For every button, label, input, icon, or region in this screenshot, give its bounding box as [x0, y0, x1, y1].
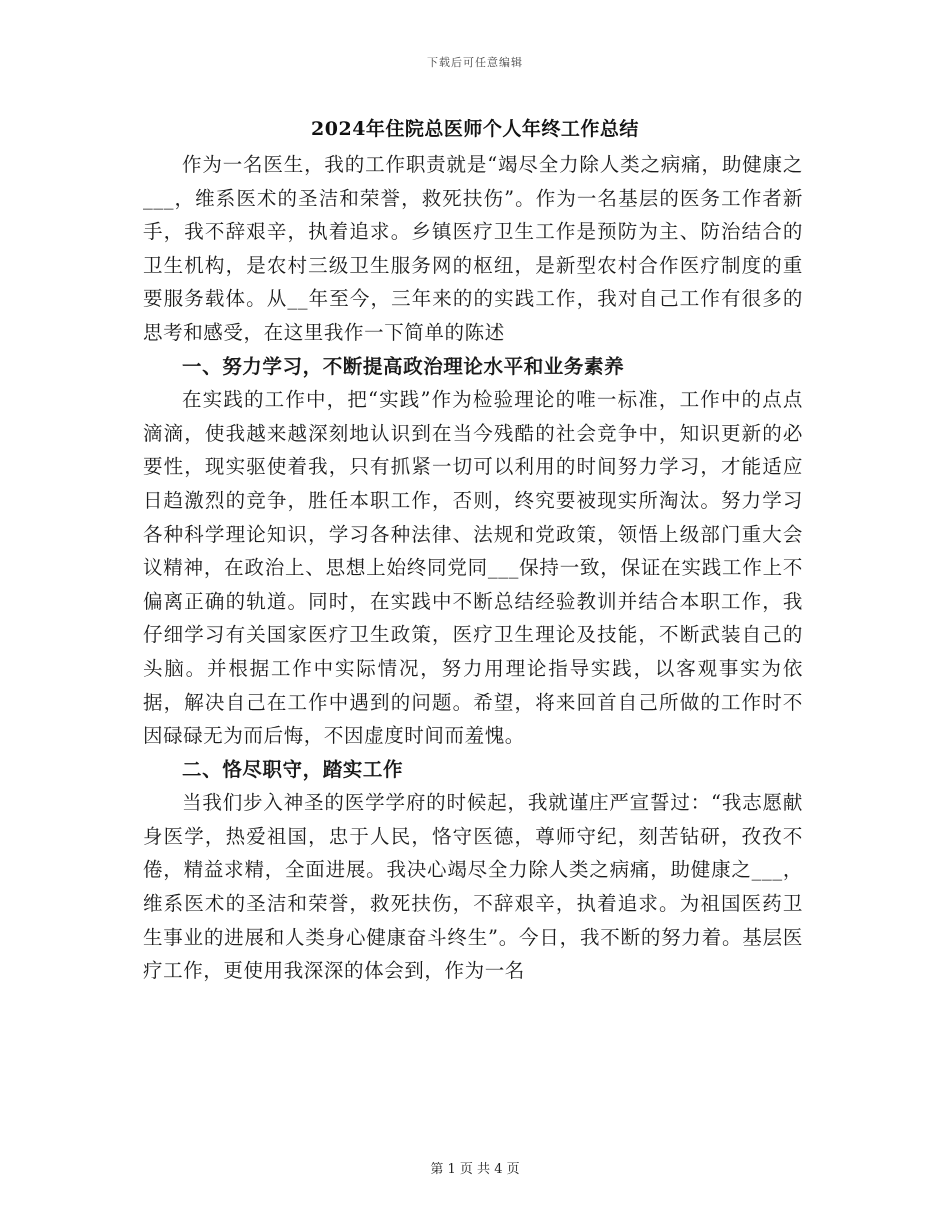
section-1-paragraph: 在实践的工作中，把“实践”作为检验理论的唯一标准，工作中的点点滴滴，使我越来越深刻地认识到在当今残酷的社会竞争中，知识更新的必要性，现实驱使着我，只有抓紧一切可以利用的时间努力学习，才能适应日趋激烈的竞争，胜任本职工作，否则，终究要被现实所淘汰。努力学习各种科学理论知识，学习各种法律、法规和党政策，领悟上级部门重大会议精神，在政治上、思想上始终同党同___保持一致，保证在实践工作上不偏离正确的轨道。同时，在实践中不断总结经验教训并结合本职工作，我仔细学习有关国家医疗卫生政策，医疗卫生理论及技能，不断武装自己的头脑。并根据工作中实际情况，努力用理论指导实践，以客观事实为依据，解决自己在工作中遇到的问题。希望，将来回首自己所做的工作时不因碌碌无为而后悔，不因虚度时间而羞愧。 — [143, 388, 803, 748]
document-title: 2024年住院总医师个人年终工作总结 — [311, 118, 639, 140]
section-2-paragraph: 当我们步入神圣的医学学府的时候起，我就谨庄严宣誓过：“我志愿献身医学，热爱祖国，忠于人民，恪守医德，尊师守纪，刻苦钻研，孜孜不倦，精益求精，全面进展。我决心竭尽全力除人类之病痛，助健康之___，维系医术的圣洁和荣誉，救死扶伤，不辞艰辛，执着追求。为祖国医药卫生事业的进展和人类身心健康奋斗终生”。今日，我不断的努力着。基层医疗工作，更使用我深深的体会到，作为一名 — [143, 791, 803, 983]
section-2-heading: 二、恪尽职守，踏实工作 — [182, 757, 404, 781]
document-body — [143, 148, 803, 988]
page-header-note: 下载后可任意编辑 — [427, 56, 523, 69]
intro-paragraph: 作为一名医生，我的工作职责就是“竭尽全力除人类之病痛，助健康之___，维系医术的圣洁和荣誉，救死扶伤”。作为一名基层的医务工作者新手，我不辞艰辛，执着追求。乡镇医疗卫生工作是预防为主、防治结合的卫生机构，是农村三级卫生服务网的枢纽，是新型农村合作医疗制度的重要服务载体。从__年至今，三年来的的实践工作，我对自己工作有很多的思考和感受，在这里我作一下简单的陈述 — [143, 153, 803, 344]
section-1-heading: 一、努力学习，不断提高政治理论水平和业务素养 — [182, 354, 625, 378]
page-number-indicator: 第 1 页 共 4 页 — [430, 1162, 520, 1177]
